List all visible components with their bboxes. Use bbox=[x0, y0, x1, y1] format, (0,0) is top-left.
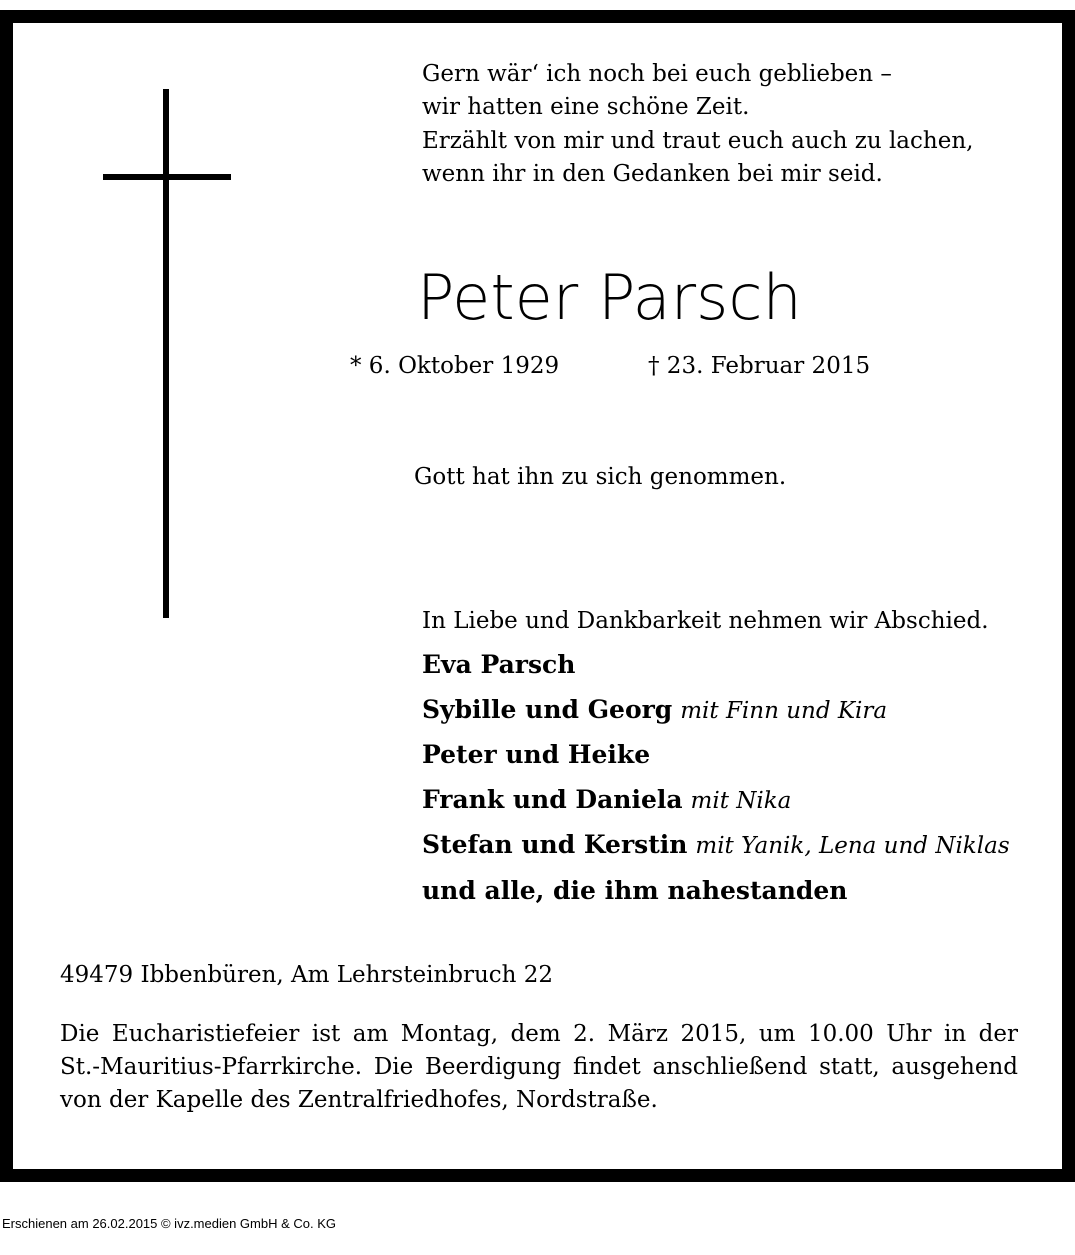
service-line: Die Eucharistiefeier ist am Montag, dem 2. März 2015, um 10.00 Uhr in der bbox=[60, 1021, 1018, 1047]
mourner-entry bbox=[422, 733, 1010, 778]
poem bbox=[422, 58, 973, 191]
mourner-note: mit Yanik, Lena und Niklas bbox=[695, 833, 1010, 860]
mourner-entry bbox=[422, 688, 1010, 734]
mourner-entry bbox=[422, 823, 1010, 869]
poem-line: wenn ihr in den Gedanken bei mir seid. bbox=[422, 160, 883, 187]
publication-credit: Erschienen am 26.02.2015 © ivz.medien GmbH & Co. KG bbox=[2, 1216, 337, 1231]
service-line: von der Kapelle des Zentralfriedhofes, Nordstraße. bbox=[60, 1087, 658, 1113]
cross-horizontal-bar bbox=[103, 174, 231, 180]
poem-line: Erzählt von mir und traut euch auch zu lachen, bbox=[422, 127, 974, 154]
faith-line: Gott hat ihn zu sich genommen. bbox=[414, 464, 787, 490]
mourners-list bbox=[422, 643, 1010, 914]
mourner-name: Frank und Daniela bbox=[422, 784, 683, 814]
mourner-name: Eva Parsch bbox=[422, 650, 576, 679]
mourner-name: Sybille und Georg bbox=[422, 694, 673, 724]
mourner-name: und alle, die ihm nahestanden bbox=[422, 875, 848, 905]
poem-line: wir hatten eine schöne Zeit. bbox=[422, 94, 750, 121]
mourner-name: Peter und Heike bbox=[422, 740, 651, 770]
address: 49479 Ibbenbüren, Am Lehrsteinbruch 22 bbox=[60, 962, 554, 988]
mourner-note: mit Nika bbox=[690, 787, 792, 814]
mourner-note: mit Finn und Kira bbox=[680, 697, 888, 724]
service-line: St.-Mauritius-Pfarrkirche. Die Beerdigung findet anschließend statt, ausgehend bbox=[60, 1054, 1018, 1080]
birth-date: * 6. Oktober 1929 bbox=[350, 353, 560, 379]
deceased-name: Peter Parsch bbox=[417, 261, 802, 334]
service-announcement bbox=[60, 1018, 1018, 1117]
mourner-entry bbox=[422, 869, 1010, 914]
cross-vertical-bar bbox=[163, 89, 169, 618]
death-date: † 23. Februar 2015 bbox=[648, 353, 871, 379]
mourner-name: Stefan und Kerstin bbox=[422, 830, 688, 860]
mourner-entry bbox=[422, 643, 1010, 688]
farewell-line: In Liebe und Dankbarkeit nehmen wir Abschied. bbox=[422, 608, 989, 634]
poem-line: Gern wär‘ ich noch bei euch geblieben – bbox=[422, 61, 892, 87]
mourner-entry bbox=[422, 778, 1010, 824]
